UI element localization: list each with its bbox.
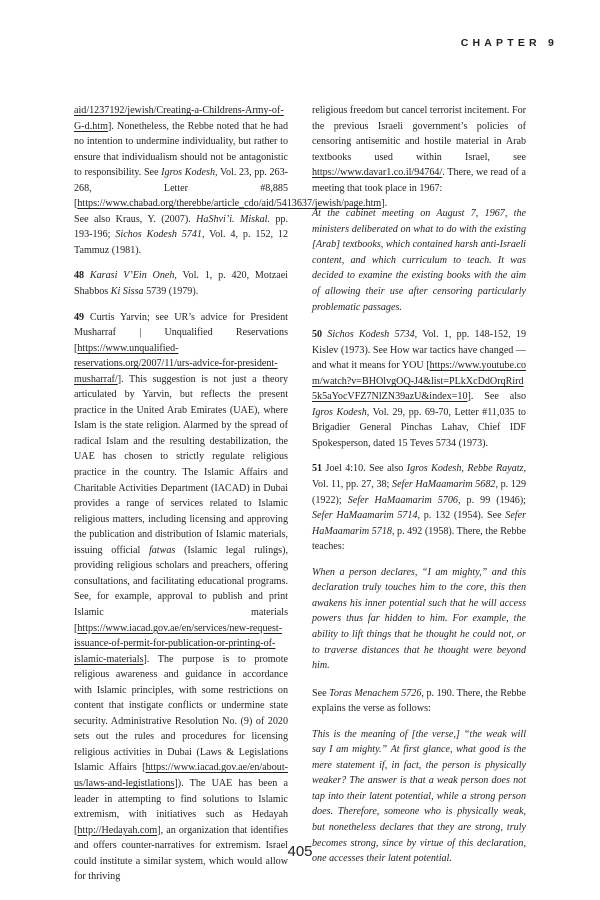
note-continuation: See Toras Menachem 5726, p. 190. There, the Rebbe explains the verse as follows: (312, 687, 526, 715)
note-50: 50 Sichos Kodesh 5734, Vol. 1, pp. 148-152, 19 Kislev (1973). See How war tactics have changed — and what it means for YOU [https://www.youtube.com/watch?v=BHOlvgOQ-J4&list=PLkXcDdOrqRird5k5aYocVFZ7NlZN39azU&index=10]. See also Igros Kodesh, Vol. 29, pp. 69-70, Letter #11,035 to Brigadier General Pinchas Lahav, Chief IDF Spokesperson, dated 15 Teves 5734 (1973). (312, 329, 526, 449)
block-quote: When a person declares, “I am mighty,” and this declaration truly touches him to the core, this then awakens his inner potential such that he will access powers thus far hidden to him. For example, the ability to lift things that he thought he could not, or to traverse distances that he thought were beyond him. (312, 566, 526, 672)
link-creating-army[interactable]: aid/1237192/jewish/Creating-a-Childrens-Army-of-G-d.htm (74, 105, 284, 132)
link-chabad-article[interactable]: https://www.chabad.org/therebbe/article_cdo/aid/5413637/jewish/page.htm (77, 198, 382, 210)
link-davar1[interactable]: https://www.davar1.co.il/94764/ (312, 167, 443, 179)
link-unqualified-reservations[interactable]: https://www.unqualified-reservations.org/2007/11/urs-advice-for-president-musharraf/ (74, 342, 278, 385)
note-number: 49 (74, 311, 85, 323)
block-quote: This is the meaning of [the verse,] “the weak will say I am mighty.” At first glance, what good is the mere statement if, in fact, the person is physically weaker? The answer is that a weak person does not tap into their latent potential, while a strong person does. Therefore, someone who is physically weak, but nonetheless declares that they are strong, truly becomes strong, since by virtue of this declaration, one accesses their latent potential. (312, 728, 526, 865)
note-number: 51 (312, 463, 323, 475)
right-column (312, 103, 526, 879)
note-continuation: religious freedom but cancel terrorist incitement. For the previous Israeli government’s policies of censoring antisemitic and hostile material in Arab textbooks used within Israel, see https://www.davar1.co.il/94764/. There, we read of a meeting that took place in 1967: (312, 105, 526, 194)
block-quote: At the cabinet meeting on August 7, 1967, the ministers deliberated on what to do with the existing [Arab] textbooks, which contained harsh anti-Israeli content, and which curriculum to teach. It was decided to examine the existing books with the aim of allowing their use after censoring particularly problematic passages. (312, 208, 526, 313)
note-51: 51 Joel 4:10. See also Igros Kodesh, Rebbe Rayatz, Vol. 11, pp. 27, 38; Sefer HaMaamarim 5682, p. 129 (1922); Sefer HaMaamarim 5706, p. 99 (1946); Sefer HaMaamarim 5714, p. 132 (1954). See Sefer HaMaamarim 5718, p. 492 (1958). There, the Rebbe teaches: (312, 463, 527, 553)
chapter-header: CHAPTER 9 (460, 37, 558, 49)
page-number: 405 (287, 843, 313, 860)
link-iacad-laws[interactable]: https://www.iacad.gov.ae/en/about-us/laws-and-legistlations (74, 762, 288, 789)
note-continuation: aid/1237192/jewish/Creating-a-Childrens-Army-of-G-d.htm]. Nonetheless, the Rebbe noted that he had no intention to undermine individuality, but rather to ensure that individualism should not be antagonistic to responsibility. See Igros Kodesh, Vol. 23, pp. 263-268, Letter #8,885 [https://www.chabad.org/therebbe/article_cdo/aid/5413637/jewish/page.htm]. See also Kraus, Y. (2007). HaShvi’i. Miskal. pp. 193-196; Sichos Kodesh 5741, Vol. 4, p. 152, 12 Tammuz (1981). (74, 105, 388, 256)
note-number: 50 (312, 329, 323, 341)
link-iacad-permit[interactable]: https://www.iacad.gov.ae/en/services/new-request-issuance-of-permit-for-publication-or-printing-of-islamic-materials (74, 622, 283, 665)
note-number: 48 (74, 270, 85, 282)
link-hedayah[interactable]: http://Hedayah.com (77, 824, 158, 836)
note-48: 48 Karasi V’Ein Oneh, Vol. 1, p. 420, Motzaei Shabbos Ki Sissa 5739 (1979). (74, 270, 288, 298)
note-49: 49 Curtis Yarvin; see UR’s advice for President Musharraf | Unqualified Reservations [https://www.unqualified-reservations.org/2007/11/urs-advice-for-president-musharraf/]. This suggestion is not just a theory articulated by Yarvin, but reflects the present practice in the United Arab Emirates (UAE), where Islam is the state religion. Alarmed by the spread of radical Islam and the resulting destabilization, the UAE has chosen to strictly regulate religious practice in the country. The Islamic Affairs and Charitable Activities Department (IACAD) in Dubai provides a range of services related to Islamic religious matters, including licensing and approving the publication and distribution of Islamic materials, issuing official fatwas (Islamic legal rulings), providing religious scholars and preachers, offering consultations, and facilitating educational programs. See, for example, approval to publish and print Islamic materials [https://www.iacad.gov.ae/en/services/new-request-issuance-of-permit-for-publication-or-printing-of-islamic-materials]. The purpose is to promote religious awareness and guidance in accordance with Islamic principles, with some restrictions on content that instigate conflicts or undermine state security. Administrative Resolution No. (9) of 2020 sets out the rules and procedures for licensing religious activities in Dubai (Laws & Legislations Islamic Affairs [https://www.iacad.gov.ae/en/about-us/laws-and-legistlations]). The UAE has been a leader in attempting to find solutions to Islamic extremism, with initiatives such as Hedayah [http://Hedayah.com], an organization that identifies and offers counter-narratives for extremism. Israel could institute a similar system, which would allow for thriving (74, 311, 288, 883)
link-youtube[interactable]: https://www.youtube.com/watch?v=BHOlvgOQ-J4&list=PLkXcDdOrqRird5k5aYocVFZ7NlZN39azU&index=10 (312, 360, 526, 403)
